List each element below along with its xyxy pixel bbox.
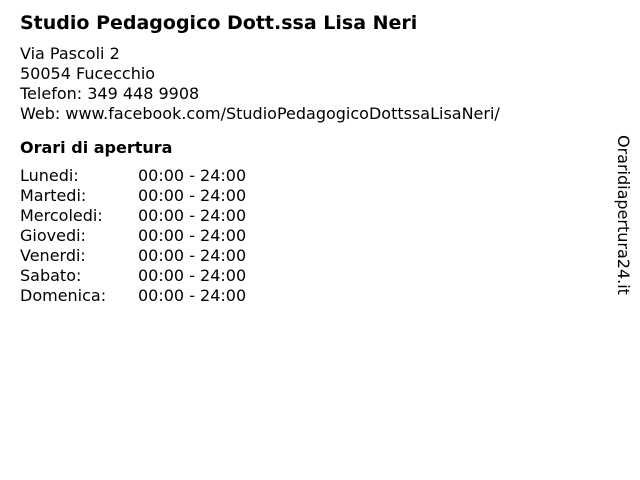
phone-label: Telefon: bbox=[20, 84, 83, 103]
day-label: Lunedi: bbox=[20, 166, 79, 185]
time-range: 00:00 - 24:00 bbox=[138, 186, 247, 205]
day-label: Giovedi: bbox=[20, 226, 86, 245]
opening-hours-table bbox=[20, 166, 246, 306]
day-label: Venerdi: bbox=[20, 246, 86, 265]
web-link[interactable]: www.facebook.com/StudioPedagogicoDottssaLisaNeri/ bbox=[65, 104, 500, 123]
city-line: 50054 Fucecchio bbox=[20, 64, 156, 83]
day-label: Martedi: bbox=[20, 186, 87, 205]
phone-line bbox=[20, 84, 590, 104]
time-range: 00:00 - 24:00 bbox=[138, 226, 247, 245]
business-name: Studio Pedagogico Dott.ssa Lisa Neri bbox=[20, 12, 418, 34]
day-label: Domenica: bbox=[20, 286, 107, 305]
hours-row-friday bbox=[20, 246, 246, 266]
hours-row-sunday bbox=[20, 286, 246, 306]
hours-row-monday bbox=[20, 166, 246, 186]
web-line bbox=[20, 104, 590, 124]
day-label: Mercoledi: bbox=[20, 206, 103, 225]
time-range: 00:00 - 24:00 bbox=[138, 286, 247, 305]
site-watermark: Oraridiapertura24.it bbox=[614, 135, 633, 295]
time-range: 00:00 - 24:00 bbox=[138, 166, 247, 185]
hours-row-wednesday bbox=[20, 206, 246, 226]
phone-number[interactable]: 349 448 9908 bbox=[87, 84, 200, 103]
day-label: Sabato: bbox=[20, 266, 82, 285]
hours-row-saturday bbox=[20, 266, 246, 286]
street-address: Via Pascoli 2 bbox=[20, 44, 120, 63]
web-label: Web: bbox=[20, 104, 61, 123]
time-range: 00:00 - 24:00 bbox=[138, 246, 247, 265]
hours-row-thursday bbox=[20, 226, 246, 246]
address-block bbox=[20, 44, 590, 124]
time-range: 00:00 - 24:00 bbox=[138, 266, 247, 285]
hours-row-tuesday bbox=[20, 186, 246, 206]
opening-hours-heading: Orari di apertura bbox=[20, 138, 173, 157]
time-range: 00:00 - 24:00 bbox=[138, 206, 247, 225]
business-card bbox=[20, 10, 590, 306]
